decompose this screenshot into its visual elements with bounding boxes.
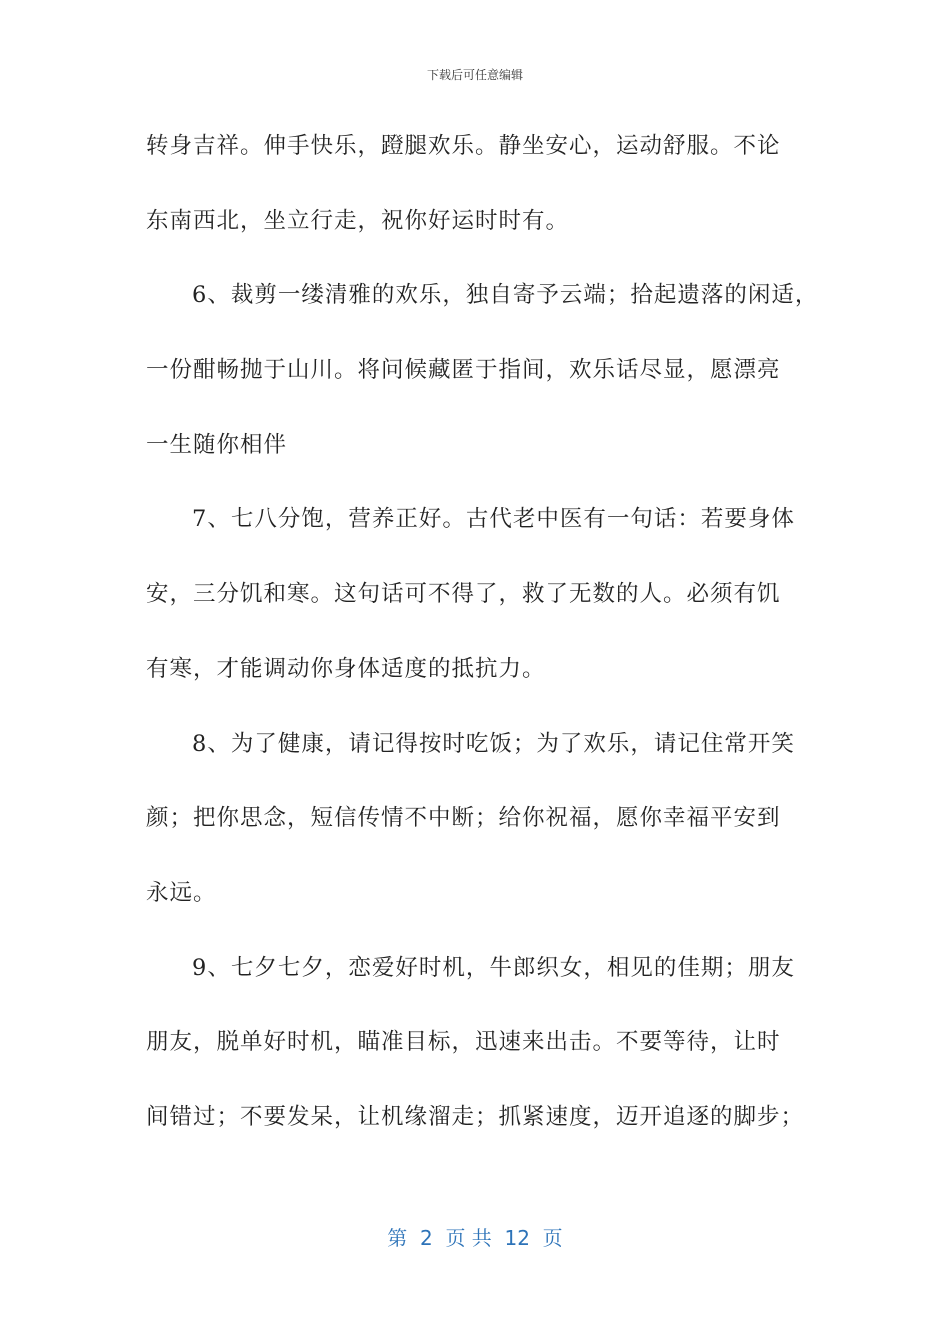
text-line: 转身吉祥。伸手快乐，蹬腿欢乐。静坐安心，运动舒服。不论 [146,133,781,159]
document-body [146,120,819,1166]
page-footer [0,1222,950,1251]
text-line: 有寒，才能调动你身体适度的抵抗力。 [146,655,546,682]
paragraph-start-9: 9、七夕七夕，恋爱好时机，牛郎织女，相见的佳期；朋友 [192,954,795,981]
text-line: 安，三分饥和寒。这句话可不得了，救了无数的人。必须有饥 [146,581,781,608]
page-number-text: 第 2 页 共 12 页 [387,1226,563,1250]
paragraph-start-6: 6、裁剪一缕清雅的欢乐，独自寄予云端；拾起遗落的闲适， [192,282,819,309]
text-line: 东南西北，坐立行走，祝你好运时时有。 [146,207,570,234]
text-line: 一生随你相伴 [146,431,288,458]
text-line: 颜；把你思念，短信传情不中断；给你祝福，愿你幸福平安到 [146,805,781,832]
page-header: 下载后可任意编辑 [426,68,523,82]
text-line: 永远。 [146,879,217,906]
text-line: 朋友，脱单好时机，瞄准目标，迅速来出击。不要等待，让时 [146,1029,781,1056]
text-line: 间错过；不要发呆，让机缘溜走；抓紧速度，迈开追逐的脚步； [146,1103,805,1130]
paragraph-start-7: 7、七八分饱，营养正好。古代老中医有一句话：若要身体 [192,506,795,533]
paragraph-start-8: 8、为了健康，请记得按时吃饭；为了欢乐，请记住常开笑 [192,730,795,757]
text-line: 一份酣畅抛于山川。将问候藏匿于指间，欢乐话尽显，愿漂亮 [146,357,781,384]
